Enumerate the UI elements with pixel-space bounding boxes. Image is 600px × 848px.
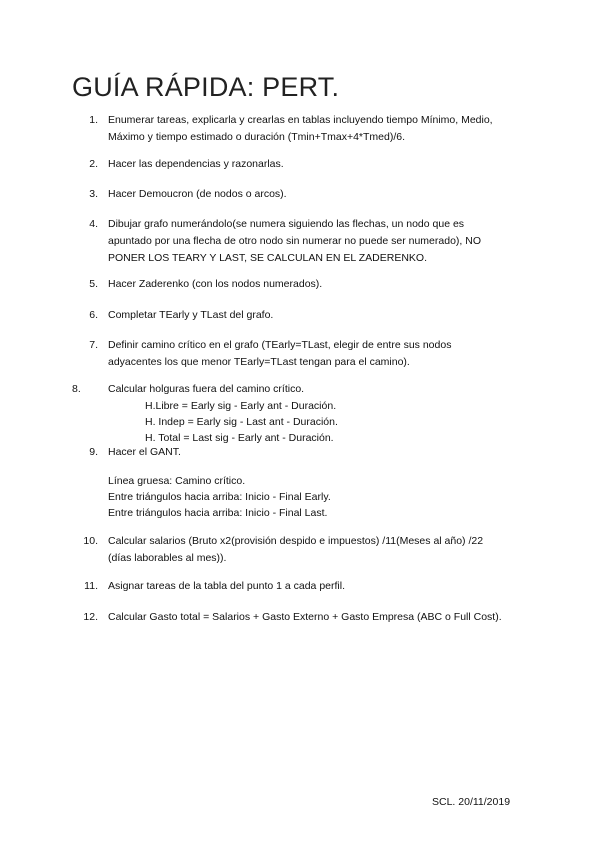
- item-line: Dibujar grafo numerándolo(se numera siguiendo las flechas, un nodo que es: [108, 218, 465, 230]
- item-text: [108, 307, 548, 324]
- holgura-total: H. Total = Last sig - Early ant - Duración.: [145, 432, 334, 444]
- item-text: [108, 444, 548, 461]
- item-line: PONER LOS TEARY Y LAST, SE CALCULAN EN EL ZADERENKO.: [108, 252, 428, 264]
- holgura-libre: H.Libre = Early sig - Early ant - Duración.: [145, 400, 337, 412]
- item-number: 7.: [89, 339, 98, 351]
- item-line: Hacer Demoucron (de nodos o arcos).: [108, 188, 287, 200]
- item-number: 5.: [89, 278, 98, 290]
- item-number: 9.: [89, 446, 98, 458]
- gant-note: Entre triángulos hacia arriba: Inicio - Final Early.: [108, 491, 331, 503]
- item-line: Hacer las dependencias y razonarlas.: [108, 158, 284, 170]
- item-number: 1.: [89, 114, 98, 126]
- item-text: [108, 186, 548, 203]
- item-line: Máximo y tiempo estimado o duración (Tmin+Tmax+4*Tmed)/6.: [108, 131, 406, 143]
- item-text: [108, 276, 548, 293]
- footer-signature-date: SCL. 20/11/2019: [432, 796, 511, 808]
- item-line: Calcular salarios (Bruto x2(provisión despido e impuestos) /11(Meses al año) /22: [108, 535, 484, 547]
- item-text: [108, 337, 548, 371]
- gant-notes: [108, 473, 331, 521]
- item-number: 6.: [89, 309, 98, 321]
- item-text: [108, 578, 548, 595]
- gant-note: Entre triángulos hacia arriba: Inicio - Final Last.: [108, 507, 328, 519]
- item-number: 4.: [89, 218, 98, 230]
- item-text: [108, 216, 548, 267]
- item-line: Hacer el GANT.: [108, 446, 181, 458]
- item-line: (días laborables al mes)).: [108, 552, 227, 564]
- item-line: Enumerar tareas, explicarla y crearlas en tablas incluyendo tiempo Mínimo, Medio,: [108, 114, 493, 126]
- item-text: [108, 609, 548, 626]
- item-text: [108, 533, 548, 567]
- item-line: apuntado por una flecha de otro nodo sin numerar no puede ser numerado), NO: [108, 235, 481, 247]
- item-line: Calcular holguras fuera del camino crítico.: [108, 383, 305, 395]
- item-text: [108, 381, 548, 398]
- item-line: Definir camino crítico en el grafo (TEarly=TLast, elegir de entre sus nodos: [108, 339, 452, 351]
- item-number: 8.: [72, 383, 81, 395]
- item-line: adyacentes los que menor TEarly=TLast tengan para el camino).: [108, 356, 410, 368]
- item-number: 11.: [84, 580, 98, 592]
- item-number: 3.: [89, 188, 98, 200]
- gant-note: Línea gruesa: Camino crítico.: [108, 475, 246, 487]
- page-title: GUÍA RÁPIDA: PERT.: [72, 72, 340, 102]
- item-line: Hacer Zaderenko (con los nodos numerados).: [108, 278, 323, 290]
- item-text: [108, 112, 548, 146]
- item-number: 10.: [83, 535, 98, 547]
- holguras-formulas: [145, 398, 338, 446]
- item-text: [108, 156, 548, 173]
- item-line: Asignar tareas de la tabla del punto 1 a cada perfil.: [108, 580, 345, 592]
- item-number: 12.: [83, 611, 98, 623]
- holgura-indep: H. Indep = Early sig - Last ant - Duración.: [145, 416, 338, 428]
- item-line: Completar TEarly y TLast del grafo.: [108, 309, 274, 321]
- item-number: 2.: [89, 158, 98, 170]
- item-line: Calcular Gasto total = Salarios + Gasto Externo + Gasto Empresa (ABC o Full Cost).: [108, 611, 502, 623]
